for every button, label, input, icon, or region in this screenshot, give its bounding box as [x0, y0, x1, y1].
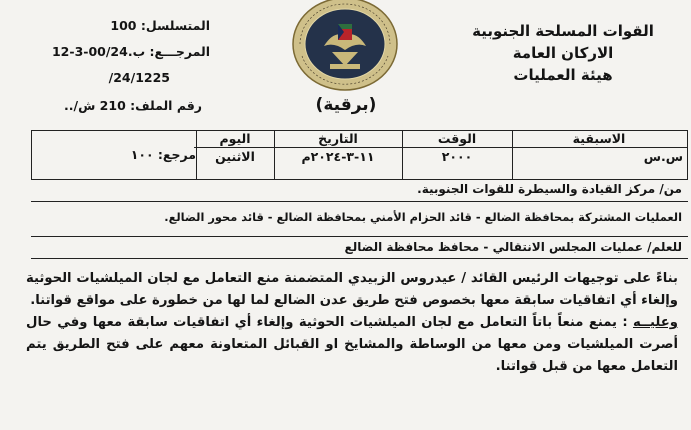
telegram-body [26, 268, 678, 378]
reference-number: المرجـــع: ب.00/24-3-12 [51, 44, 210, 59]
priority-value: س.س [643, 149, 683, 164]
cc-line: للعلم/ عمليات المجلس الانتقالي - محافظ محافظة الضالع [344, 240, 682, 254]
org-line-3: هيئة العمليات [513, 66, 613, 84]
day-header: اليوم [219, 131, 251, 146]
info-table [31, 130, 688, 180]
org-line-1: القوات المسلحة الجنوبية [472, 22, 654, 40]
paragraph-2-text: : يمنع منعاً باتاً التعامل مع لجان الميلشيات الحوثية وإلغاء أي اتفاقيات سابقة معها وفي حال أصرت الميلشيات ومن معها من الوساطة والمشايخ او القبائل المتعاونة معهم على فتح الطريق يتم التعامل معها من قبل قواتنا. [26, 315, 678, 374]
paragraph-lead: وعليــه [633, 315, 678, 330]
time-header: الوقت [437, 131, 477, 146]
date-value: ١١-٣-٢٠٢٤م [301, 149, 375, 164]
body-paragraph-1: بناءً على توجيهات الرئيس القائد / عيدروس الزبيدي المتضمنة منع التعامل مع لجان الميلشيات الحوثية وإلغاء أي اتفاقيات سابقة معها بخصوص فتح طريق عدن الضالع لما لها من خطورة على مواقع قواتنا. [26, 271, 678, 308]
reference-cell: مرجع: ١٠٠ [130, 147, 196, 162]
day-value: الاثنين [215, 149, 255, 164]
serial-number: المتسلسل: 100 [110, 18, 210, 33]
document-type: (برقية) [315, 95, 377, 115]
date-header: التاريخ [318, 131, 358, 146]
to-line: العمليات المشتركة بمحافظة الضالع - قائد الحزام الأمني بمحافظة الضالع - قائد محور الضالع. [164, 210, 682, 224]
organization-header [463, 20, 663, 86]
priority-header: الاسبقية [572, 131, 626, 146]
from-line: من/ مركز القيادة والسيطرة للقوات الجنوبية. [417, 182, 682, 196]
file-number: رقم الملف: 210 ش/.. [64, 98, 202, 113]
time-value: ٢٠٠٠ [441, 149, 473, 164]
body-paragraph-2 [26, 312, 678, 378]
council-emblem-icon [286, 0, 404, 96]
reference-continuation: 24/1225/ [108, 70, 170, 85]
org-line-2: الاركان العامة [512, 44, 614, 62]
